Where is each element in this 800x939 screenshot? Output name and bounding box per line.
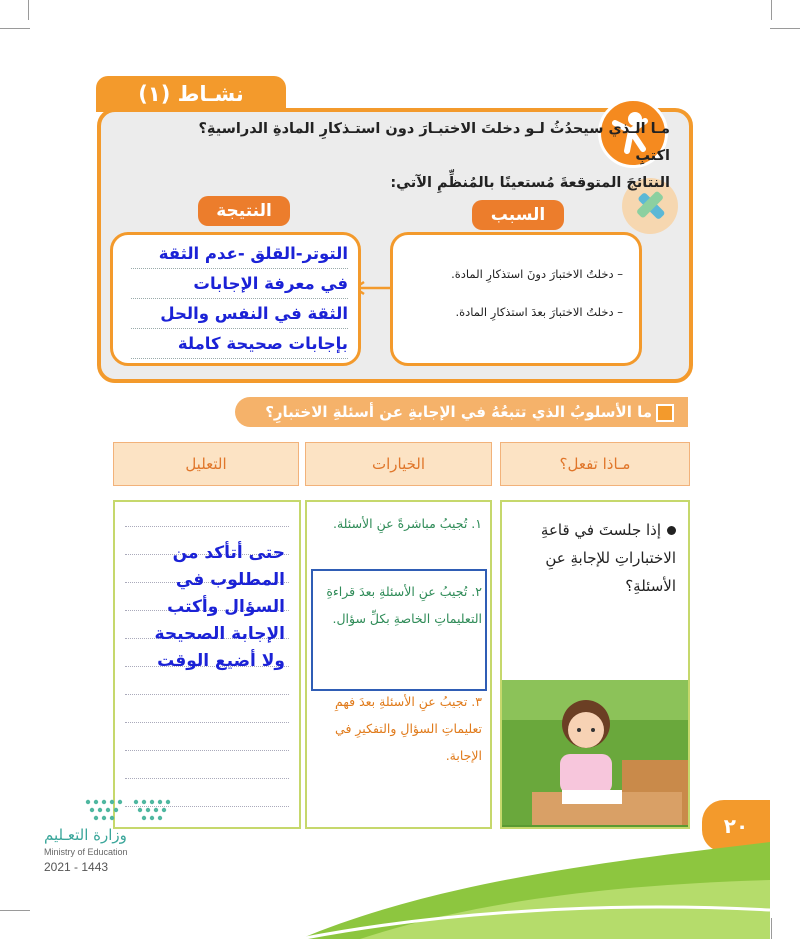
reason-column — [113, 500, 301, 829]
result-line: في معرفة الإجابات — [131, 269, 348, 299]
header-options: الخيارات — [305, 442, 492, 486]
header-reason: التعليل — [113, 442, 299, 486]
crop-mark — [0, 910, 30, 911]
crop-mark — [771, 918, 772, 939]
ministry-logo-icon — [84, 796, 176, 822]
situation-block — [512, 516, 676, 600]
reason-line: السؤال وأكتب — [167, 597, 285, 617]
bullet-square-icon — [656, 404, 674, 422]
option-3: ٣. تجيبُ عنِ الأسئلةِ بعدَ فهمِ تعليماتِ السؤالِ والتفكيرِ في الإجابة. — [335, 694, 482, 763]
cause-box — [390, 232, 642, 366]
section-question: ما الأسلوبُ الذي تتبعُهُ في الإجابةِ عن أسئلةِ الاختبارِ؟ — [265, 403, 652, 421]
selected-option-highlight — [311, 569, 487, 691]
what-column — [500, 500, 690, 829]
reason-line: حتى أتأكد من — [172, 543, 285, 563]
ministry-name-ar: وزارة التعـليم — [44, 826, 127, 844]
reason-line: الإجابة الصحيحة — [154, 624, 285, 644]
cause-item: – دخلتُ الاختبارَ دونَ استذكارِ المادة. — [451, 267, 623, 281]
crop-mark — [28, 0, 29, 20]
student-illustration — [502, 680, 688, 827]
reason-line: ولا أضيع الوقت — [157, 651, 285, 671]
ministry-name-en: Ministry of Education — [44, 847, 128, 857]
result-line: التوتر-القلق -عدم الثقة — [131, 239, 348, 269]
page-number: ٢٠ — [702, 800, 770, 852]
crop-mark — [771, 0, 772, 20]
crop-mark — [770, 28, 800, 29]
edition-year: 2021 - 1443 — [44, 860, 109, 874]
activity-question — [178, 116, 670, 197]
decorative-swoosh — [300, 840, 770, 939]
result-line: بإجابات صحيحة كاملة — [131, 329, 348, 359]
question-line: النتائجَ المتوقعةَ مُستعينًا بالمُنظِّمِ الآتي: — [390, 175, 670, 191]
result-line: الثقة في النفس والحل — [131, 299, 348, 329]
activity-tab: نشـاط (١) — [96, 76, 286, 112]
situation-text: إذا جلستَ في قاعةِ الاختباراتِ للإجابةِ عنِ الأسئلةِ؟ — [540, 521, 676, 595]
result-box — [110, 232, 361, 366]
question-line: مـا الـذي سيحدُثُ لـو دخلتَ الاختبـارَ دون استـذكارِ المادةِ الدراسيةِ؟ اكتبِ — [198, 121, 670, 164]
cause-label: السبب — [472, 200, 564, 230]
option-1: ١. تُجيبُ مباشرةً عنِ الأسئلة. — [332, 516, 482, 531]
option-2: ٢. تُجيبُ عنِ الأسئلةِ بعدَ قراءةِ التعليماتِ الخاصةِ بكلِّ سؤال. — [326, 584, 482, 626]
crop-mark — [0, 28, 30, 29]
cause-item: – دخلتُ الاختبارَ بعدَ استذكارِ المادة. — [455, 305, 623, 319]
bullet-dot-icon — [667, 526, 676, 535]
header-what: مـاذا تفعل؟ — [500, 442, 690, 486]
result-label: النتيجة — [198, 196, 290, 226]
reason-block — [125, 540, 285, 675]
reason-line: المطلوب في — [175, 570, 285, 590]
